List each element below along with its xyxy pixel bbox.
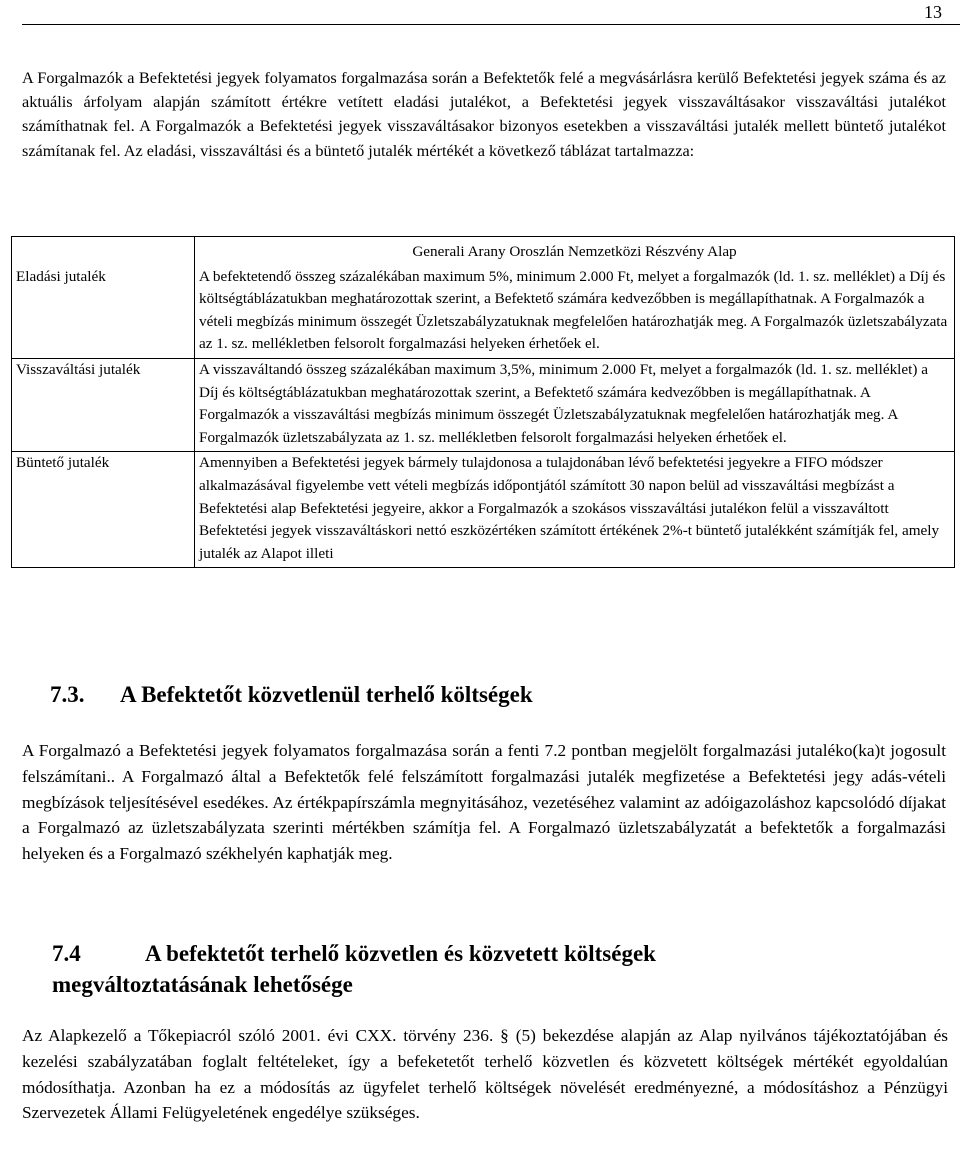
fee-table-header-row	[12, 237, 955, 266]
section-7-3-heading	[50, 680, 533, 710]
fee-text-sales: A befektetendő összeg százalékában maximum 5%, minimum 2.000 Ft, melyet a forgalmazók (ld. 1. sz. melléklet) a Díj és költségtáblázatukban meghatározottak szerint, a Befektető számára kedvezőbben is megállapíthatnak. A Forgalmazók a vételi megbízás minimum összegét Üzletszabályzatuknak megfelelően határozhatják meg. A Forgalmazók üzletszabályzata az 1. sz. mellékletben felsorolt forgalmazási helyeken érhetőek el.	[195, 266, 955, 359]
fee-table-header-blank	[12, 237, 195, 266]
fee-table	[11, 236, 955, 568]
section-7-4-title: A befektetőt terhelő közvetlen és közvetett költségek megváltoztatásának lehetősége	[52, 941, 656, 997]
fee-label-redemption: Visszaváltási jutalék	[12, 358, 195, 451]
fee-row-penalty	[12, 452, 955, 568]
section-7-4-number: 7.4	[52, 941, 81, 966]
intro-paragraph: A Forgalmazók a Befektetési jegyek folyamatos forgalmazása során a Befektetők felé a megvásárlásra kerülő Befektetési jegyek száma és az aktuális árfolyam alapján számított értékre vetített eladási jutalékot, a Befektetési jegyek visszaváltásakor visszaváltási jutalékot számíthatnak fel. A Forgalmazók a Befektetési jegyek visszaváltásakor bizonyos esetekben a visszaváltási jutalék mellett büntető jutalékot számítanak fel. Az eladási, visszaváltási és a büntető jutalék mértékét a következő táblázat tartalmazza:	[22, 68, 946, 160]
section-7-3-paragraph: A Forgalmazó a Befektetési jegyek folyamatos forgalmazása során a fenti 7.2 pontban megjelölt forgalmazási jutaléko(ka)t jogosult felszámítani.. A Forgalmazó által a Befektetők felé felszámított forgalmazási jutalék megfizetése a Befektetési jegy adás-vételi megbízások teljesítésével esedékes. Az értékpapírszámla megnyitásához, vezetéséhez valamint az adóigazoláshoz kapcsolódó díjakat a Forgalmazó az üzletszabályzata szerinti mértékben számítja fel. A Forgalmazó üzletszabályzatát a befektetők a forgalmazási helyeken és a Forgalmazó székhelyén kaphatják meg.	[22, 741, 946, 864]
section-7-4-paragraph: Az Alapkezelő a Tőkepiacról szóló 2001. évi CXX. törvény 236. § (5) bekezdése alapján az Alap nyilvános tájékoztatójában és kezelési szabályzatában foglalt feltételeket, így a befeketetőt terhelő közvetlen és közvetett költségek mértékét egyoldalúan módosíthatja. Azonban ha ez a módosítás az ügyfelet terhelő költségek növelését eredményezné, a módosításhoz a Pénzügyi Szervezetek Állami Felügyeletének engedélye szükséges.	[22, 1026, 948, 1123]
fee-text-redemption: A visszaváltandó összeg százalékában maximum 3,5%, minimum 2.000 Ft, melyet a forgalmazók (ld. 1. sz. melléklet) a Díj és költségtáblázatukban meghatározottak szerint, a Befektető számára kedvezőbben is megállapíthatnak. A Forgalmazók a visszaváltási megbízás minimum összegét Üzletszabályzatuknak megfelelően határozhatják meg. A Forgalmazók üzletszabályzata az 1. sz. mellékletben felsorolt forgalmazási helyeken érhetőek el.	[195, 358, 955, 451]
fee-row-redemption	[12, 358, 955, 451]
fund-name: Generali Arany Oroszlán Nemzetközi Részvény Alap	[195, 237, 955, 266]
section-7-4-heading	[52, 938, 852, 1000]
fee-label-penalty: Büntető jutalék	[12, 452, 195, 568]
fee-label-sales: Eladási jutalék	[12, 266, 195, 359]
page-number: 13	[924, 2, 942, 22]
fee-row-sales	[12, 266, 955, 359]
section-7-3-number: 7.3.	[50, 682, 85, 707]
fee-text-penalty: Amennyiben a Befektetési jegyek bármely tulajdonosa a tulajdonában lévő befektetési jegyekre a FIFO módszer alkalmazásával figyelembe vett vételi megbízás időpontjától számított 30 napon belül ad visszaváltási megbízást a Befektetési alap Befektetési jegyeire, akkor a Forgalmazók a szokásos visszaváltási jutalékon felül a visszaváltott Befektetési jegyek visszaváltáskori nettó eszközértéken számított értékének 2%-t büntető jutalékként számítják fel, amely jutalék az Alapot illeti	[195, 452, 955, 568]
header-rule	[22, 24, 960, 25]
section-7-3-title: A Befektetőt közvetlenül terhelő költségek	[120, 682, 533, 707]
